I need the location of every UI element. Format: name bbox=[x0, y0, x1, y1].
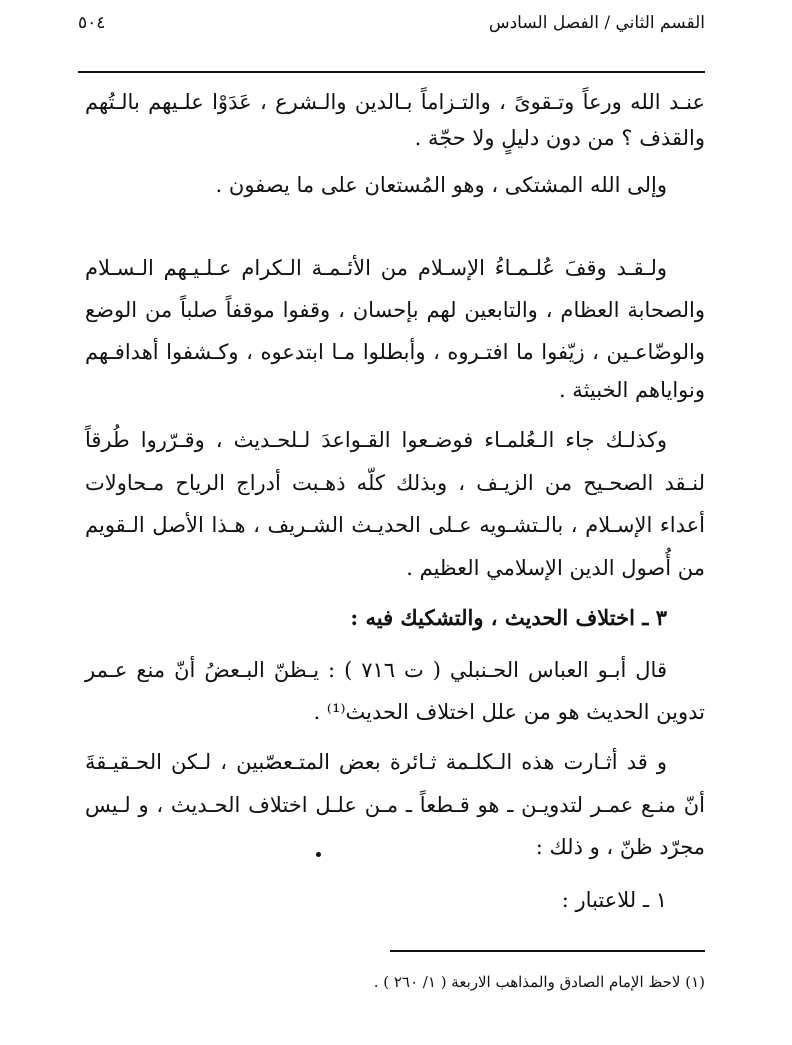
text-line: أعداء الإسـلام ، بالـتشـويه عـلى الحديـث الشـريف ، هـذا الأصل الـقويم bbox=[85, 513, 705, 537]
text-line: ونواياهم الخبيثة . bbox=[558, 378, 705, 402]
text-line: قال أبـو العباس الحـنبلي ( ت ٧١٦ ) : يـظنّ البـعضُ أنّ منع عـمر bbox=[85, 658, 667, 682]
text-line: أنّ منـع عمـر لتدويـن ـ هو قـطعاً ـ مـن علـل اختلاف الحـديث ، و لـيس bbox=[85, 793, 705, 817]
text-line: وإلى الله المشتكى ، وهو المُستعان على ما يصفون . bbox=[215, 173, 667, 197]
text-line: والقذف ؟ من دون دليلٍ ولا حجّة . bbox=[414, 126, 705, 150]
text-line: مجرّد ظنّ ، و ذلك : bbox=[535, 835, 705, 859]
text-line: و قد أثـارت هذه الـكلـمة ثـائرة بعض المتـعصّبين ، لـكن الحـقيـقةَ bbox=[85, 750, 667, 774]
text-line: وكذلـك جاء الـعُلمـاء فوضـعوا القـواعدَ لـلحـديث ، وقـرّروا طُرقاً bbox=[85, 428, 667, 452]
section-heading: ٣ ـ اختلاف الحديث ، والتشكيك فيه : bbox=[350, 605, 667, 630]
text-line: من أُصول الدين الإسلامي العظيم . bbox=[406, 556, 705, 580]
text-line: والوضّاعـين ، زيّفوا ما افتـروه ، وأبطلوا مـا ابتدعوه ، وكـشفوا أهدافـهم bbox=[85, 340, 705, 364]
text-line: عنـد الله ورعاً وتـقوىً ، والتـزاماً بـالدين والـشرع ، عَدَوْا علـيهم بالـتُهم bbox=[85, 90, 705, 114]
footnote-rule bbox=[390, 950, 705, 952]
text-line: تدوين الحديث هو من علل اختلاف الحديث⁽¹⁾ . bbox=[313, 700, 705, 724]
page-number: ٥٠٤ bbox=[78, 13, 106, 33]
list-item: ١ ـ للاعتبار : bbox=[561, 888, 667, 912]
stray-dot bbox=[316, 852, 321, 857]
footnote: (١) لاحظ الإمام الصادق والمذاهب الاربعة ( ١/ ٢٦٠ ) . bbox=[373, 973, 705, 991]
text-line: والصحابة العظام ، والتابعين لهم بإحسان ، وقفوا موقفاً صلباً من الوضع bbox=[85, 298, 705, 322]
running-header-title: القسم الثاني / الفصل السادس bbox=[488, 13, 705, 33]
text-line: ولـقـد وقفَ عُلـمـاءُ الإسـلام من الأئـمـة الـكرام عـلـيـهم الـسـلام bbox=[85, 256, 667, 280]
header-rule bbox=[78, 71, 705, 73]
text-line: لنـقد الصحـيح من الزيـف ، وبذلك كلّه ذهـبت أدراج الرياح مـحاولات bbox=[85, 471, 705, 495]
